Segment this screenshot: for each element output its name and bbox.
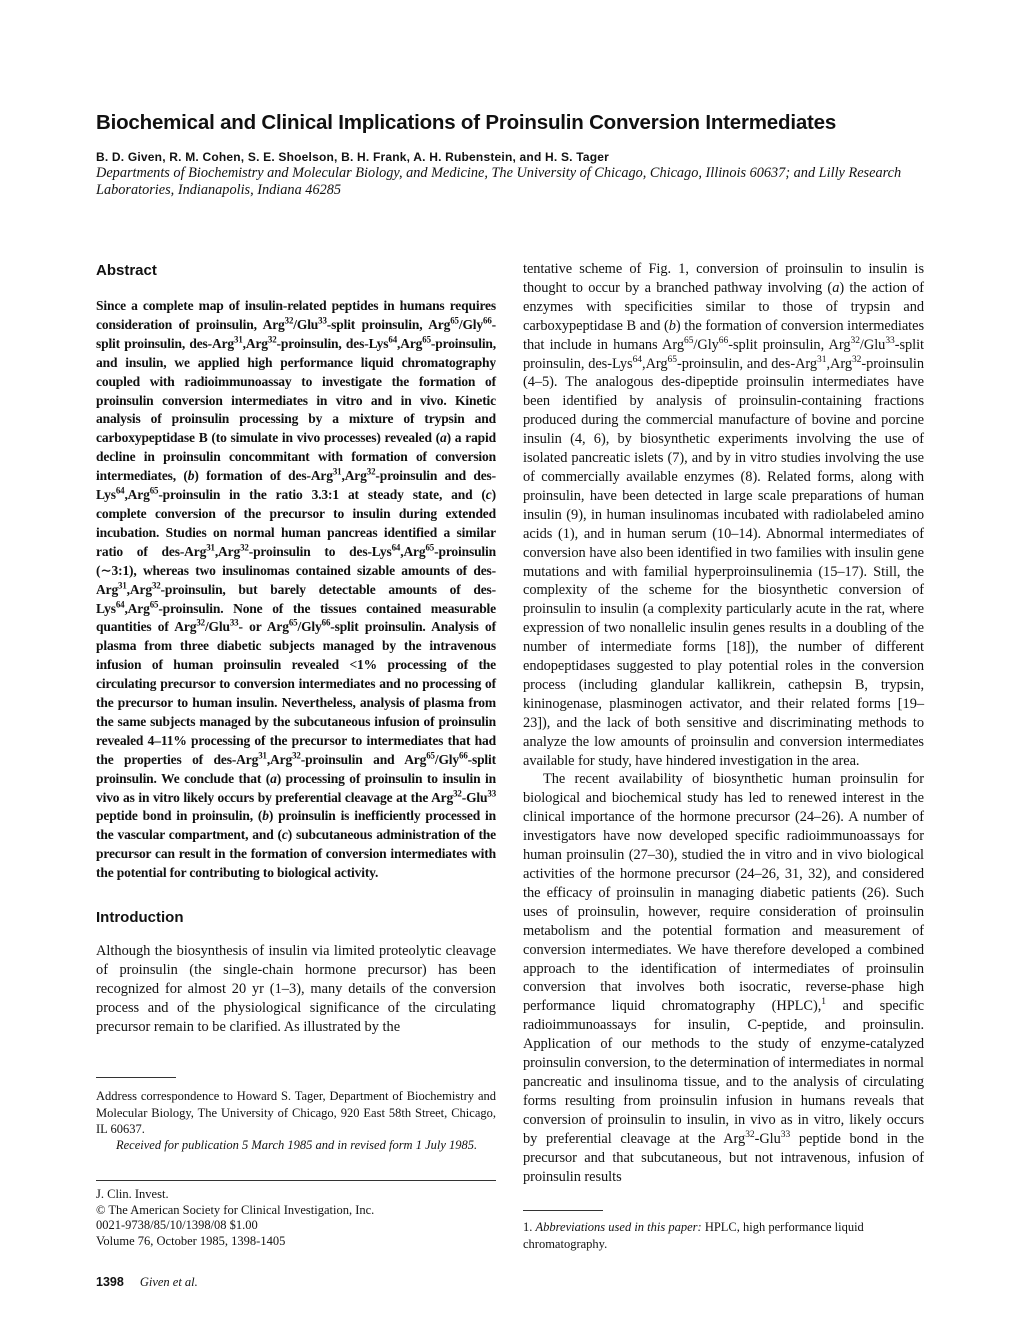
running-author: Given et al. [139,1275,198,1289]
footnote-divider [96,1077,176,1078]
introduction-paragraph-1: Although the biosynthesis of insulin via limited proteolytic cleavage of proinsulin (the single-chain hormone precursor) has been recognized for almost 20 yr (1–3), many details of the conversion process and of the physiological significance of the circulating precursor remain to be clarified. As illustrated by the [96,943,496,1035]
author-list: B. D. Given, R. M. Cohen, S. E. Shoelson, B. H. Frank, A. H. Rubenstein, and H. S. Tager [96,150,609,164]
journal-info [96,1187,496,1249]
abstract-heading: Abstract [96,262,157,279]
right-footnote-divider [523,1210,603,1211]
journal-name: J. Clin. Invest. [96,1187,169,1201]
abbreviations-footnote: 1. Abbreviations used in this paper: HPLC, high performance liquid chromatography. [523,1220,864,1251]
introduction-heading: Introduction [96,909,184,927]
introduction-paragraph-1-continued: tentative scheme of Fig. 1, conversion of proinsulin to insulin is thought to occur by a branched pathway involving (a) the action of enzymes with specificities similar to those of trypsin and carboxypeptidase B and (b) the formation of conversion intermediates that include in humans Arg$^{65}$/Gly$^{66}$-split proinsulin, Arg$^{32}$/Glu$^{33}$-split proinsulin, des-Lys$^{64}$,Arg$^{65}$-proinsulin, and des-Arg$^{31}$,Arg$^{32}$-proinsulin (4–5). The analogous des-dipeptide proinsulin intermediates have been identified by analysis of proinsulin-containing fractions produced during the commercial manufacture of bovine and porcine insulin (4, 6), by biosynthetic experiments involving the use of isolated pancreatic islets (7), and by in vitro studies involving the use of commercially available enzymes (8). Related forms, along with proinsulin, have been detected in large scale preparations of human insulin (9), in human insulinomas incubated with radiolabeled amino acids (1), and in human serum (10–14). Abnormal intermediates of conversion have also been identified in two families with insulin gene mutations and with familial hyperproinsulinemia (15–17). Still, the complexity of the scheme for the biosynthetic conversion of proinsulin to insulin (a complexity particularly acute in the rat, where expression of two nonallelic insulin genes results in a doubling of the number of intermediate forms [18]), the number of different endopeptidases suggested to play potential roles in the conversion process (including glandular kallikrein, cathepsin B, trypsin, kininogenase, plasminogen activator, and their related forms [19–23]), and the lack of both sensitive and discriminating methods to analyze the low amounts of proinsulin and conversion intermediates available for study, have hindered investigation in the area. [523,261,925,769]
article-title: Biochemical and Clinical Implications of Proinsulin Conversion Intermediates [96,111,837,134]
issn-price: 0021-9738/85/10/1398/08 $1.00 [96,1218,258,1233]
page-number: 1398 [96,1275,124,1289]
left-column [96,262,496,1037]
introduction-paragraph-2: The recent availability of biosynthetic human proinsulin for biological and biochemical study has led to renewed interest in the clinical importance of the hormone precursor (24–26). A number of investigators have now developed specific radioimmunoassays for human proinsulin (27–30), studied the in vitro and in vivo biological activities of the hormone precursor (24–26, 31, 32), and considered the efficacy of proinsulin in managing diabetic patients (26). Such uses of proinsulin, however, require consideration of proinsulin metabolism and the potential formation and measurement of conversion intermediates. We have therefore developed a combined approach to the identification of intermediates of proinsulin conversion that involves both isocratic, reverse-phase high performance liquid chromatography (HPLC),$^1$ and specific radioimmunoassays for insulin, C-peptide, and proinsulin. Application of our methods to the study of enzyme-catalyzed proinsulin conversion, to the determination of intermediates in normal pancreatic and insulinoma tissue, and to the analysis of circulating forms resulting from proinsulin infusion in humans reveals that conversion of proinsulin to insulin, in vivo as in vitro, likely occurs by preferential cleavage at the Arg$^{32}$-Glu$^{33}$ peptide bond in the precursor and that subcutaneous, but not intravenous, infusion of proinsulin results [523,771,924,1185]
volume-line: Volume 76, October 1985, 1398-1405 [96,1233,286,1248]
journal-info-divider [96,1180,496,1181]
footnote-text: HPLC, high performance liquid chromatography. [523,1220,864,1251]
right-column [523,260,924,1186]
abstract-paragraph: Since a complete map of insulin-related peptides in humans requires consideration of proinsulin, Arg$^{32}$/Glu$^{33}$-split proinsulin, Arg$^{65}$/Gly$^{66}$-split proinsulin, des-Arg$^{31}$,Arg$^{32}$-proinsulin, des-Lys$^{64}$,Arg$^{65}$-proinsulin, and insulin, we applied high performance liquid chromatography coupled with radioimmunoassay to investigate the formation of proinsulin conversion intermediates in vitro and in vivo. Kinetic analysis of proinsulin processing by a mixture of trypsin and carboxypeptidase B (to simulate in vivo processes) revealed (a) a rapid decline in proinsulin concommitant with formation of conversion intermediates, (b) formation of des-Arg$^{31}$,Arg$^{32}$-proinsulin and des-Lys$^{64}$,Arg$^{65}$-proinsulin in the ratio 3.3:1 at steady state, and (c) complete conversion of the precursor to insulin during extended incubation. Studies on normal human pancreas identified a similar ratio of des-Arg$^{31}$,Arg$^{32}$-proinsulin to des-Lys$^{64}$,Arg$^{65}$-proinsulin (∼3:1), whereas two insulinomas contained sizable amounts of des-Arg$^{31}$,Arg$^{32}$-proinsulin, but barely detectable amounts of des-Lys$^{64}$,Arg$^{65}$-proinsulin. None of the tissues contained measurable quantities of Arg$^{32}$/Glu$^{33}$- or Arg$^{65}$/Gly$^{66}$-split proinsulin. Analysis of plasma from three diabetic subjects managed by the intravenous infusion of human proinsulin revealed <1% processing of the circulating precursor to conversion intermediates and no processing of the precursor to human insulin. Nevertheless, analysis of plasma from the same subjects managed by the subcutaneous infusion of proinsulin revealed 4–11% processing of the precursor to intermediates that had the properties of des-Arg$^{31}$,Arg$^{32}$-proinsulin and Arg$^{65}$/Gly$^{66}$-split proinsulin. We conclude that (a) processing of proinsulin to insulin in vivo as in vitro likely occurs by preferential cleavage at the Arg$^{32}$-Glu$^{33}$ peptide bond in proinsulin, (b) proinsulin is inefficiently processed in the vascular compartment, and (c) subcutaneous administration of the precursor can result in the formation of conversion intermediates with the potential for contributing to biological activity. [96,298,496,881]
copyright-line: © The American Society for Clinical Investigation, Inc. [96,1202,375,1217]
correspondence-address: Address correspondence to Howard S. Tager, Department of Biochemistry and Molecular Biology, The University of Chicago, 920 East 58th Street, Chicago, IL 60637. [96,1089,496,1136]
received-date [96,1137,496,1154]
page-footer [96,1275,198,1290]
author-affiliation: Departments of Biochemistry and Molecular Biology, and Medicine, The University of Chicago, Chicago, Illinois 60637; and Lilly Research Laboratories, Indianapolis, Indiana 46285 [96,165,902,198]
footnote-label: Abbreviations used in this paper: [535,1220,702,1234]
received-text: Received for publication 5 March 1985 and in revised form 1 July 1985. [116,1138,478,1152]
